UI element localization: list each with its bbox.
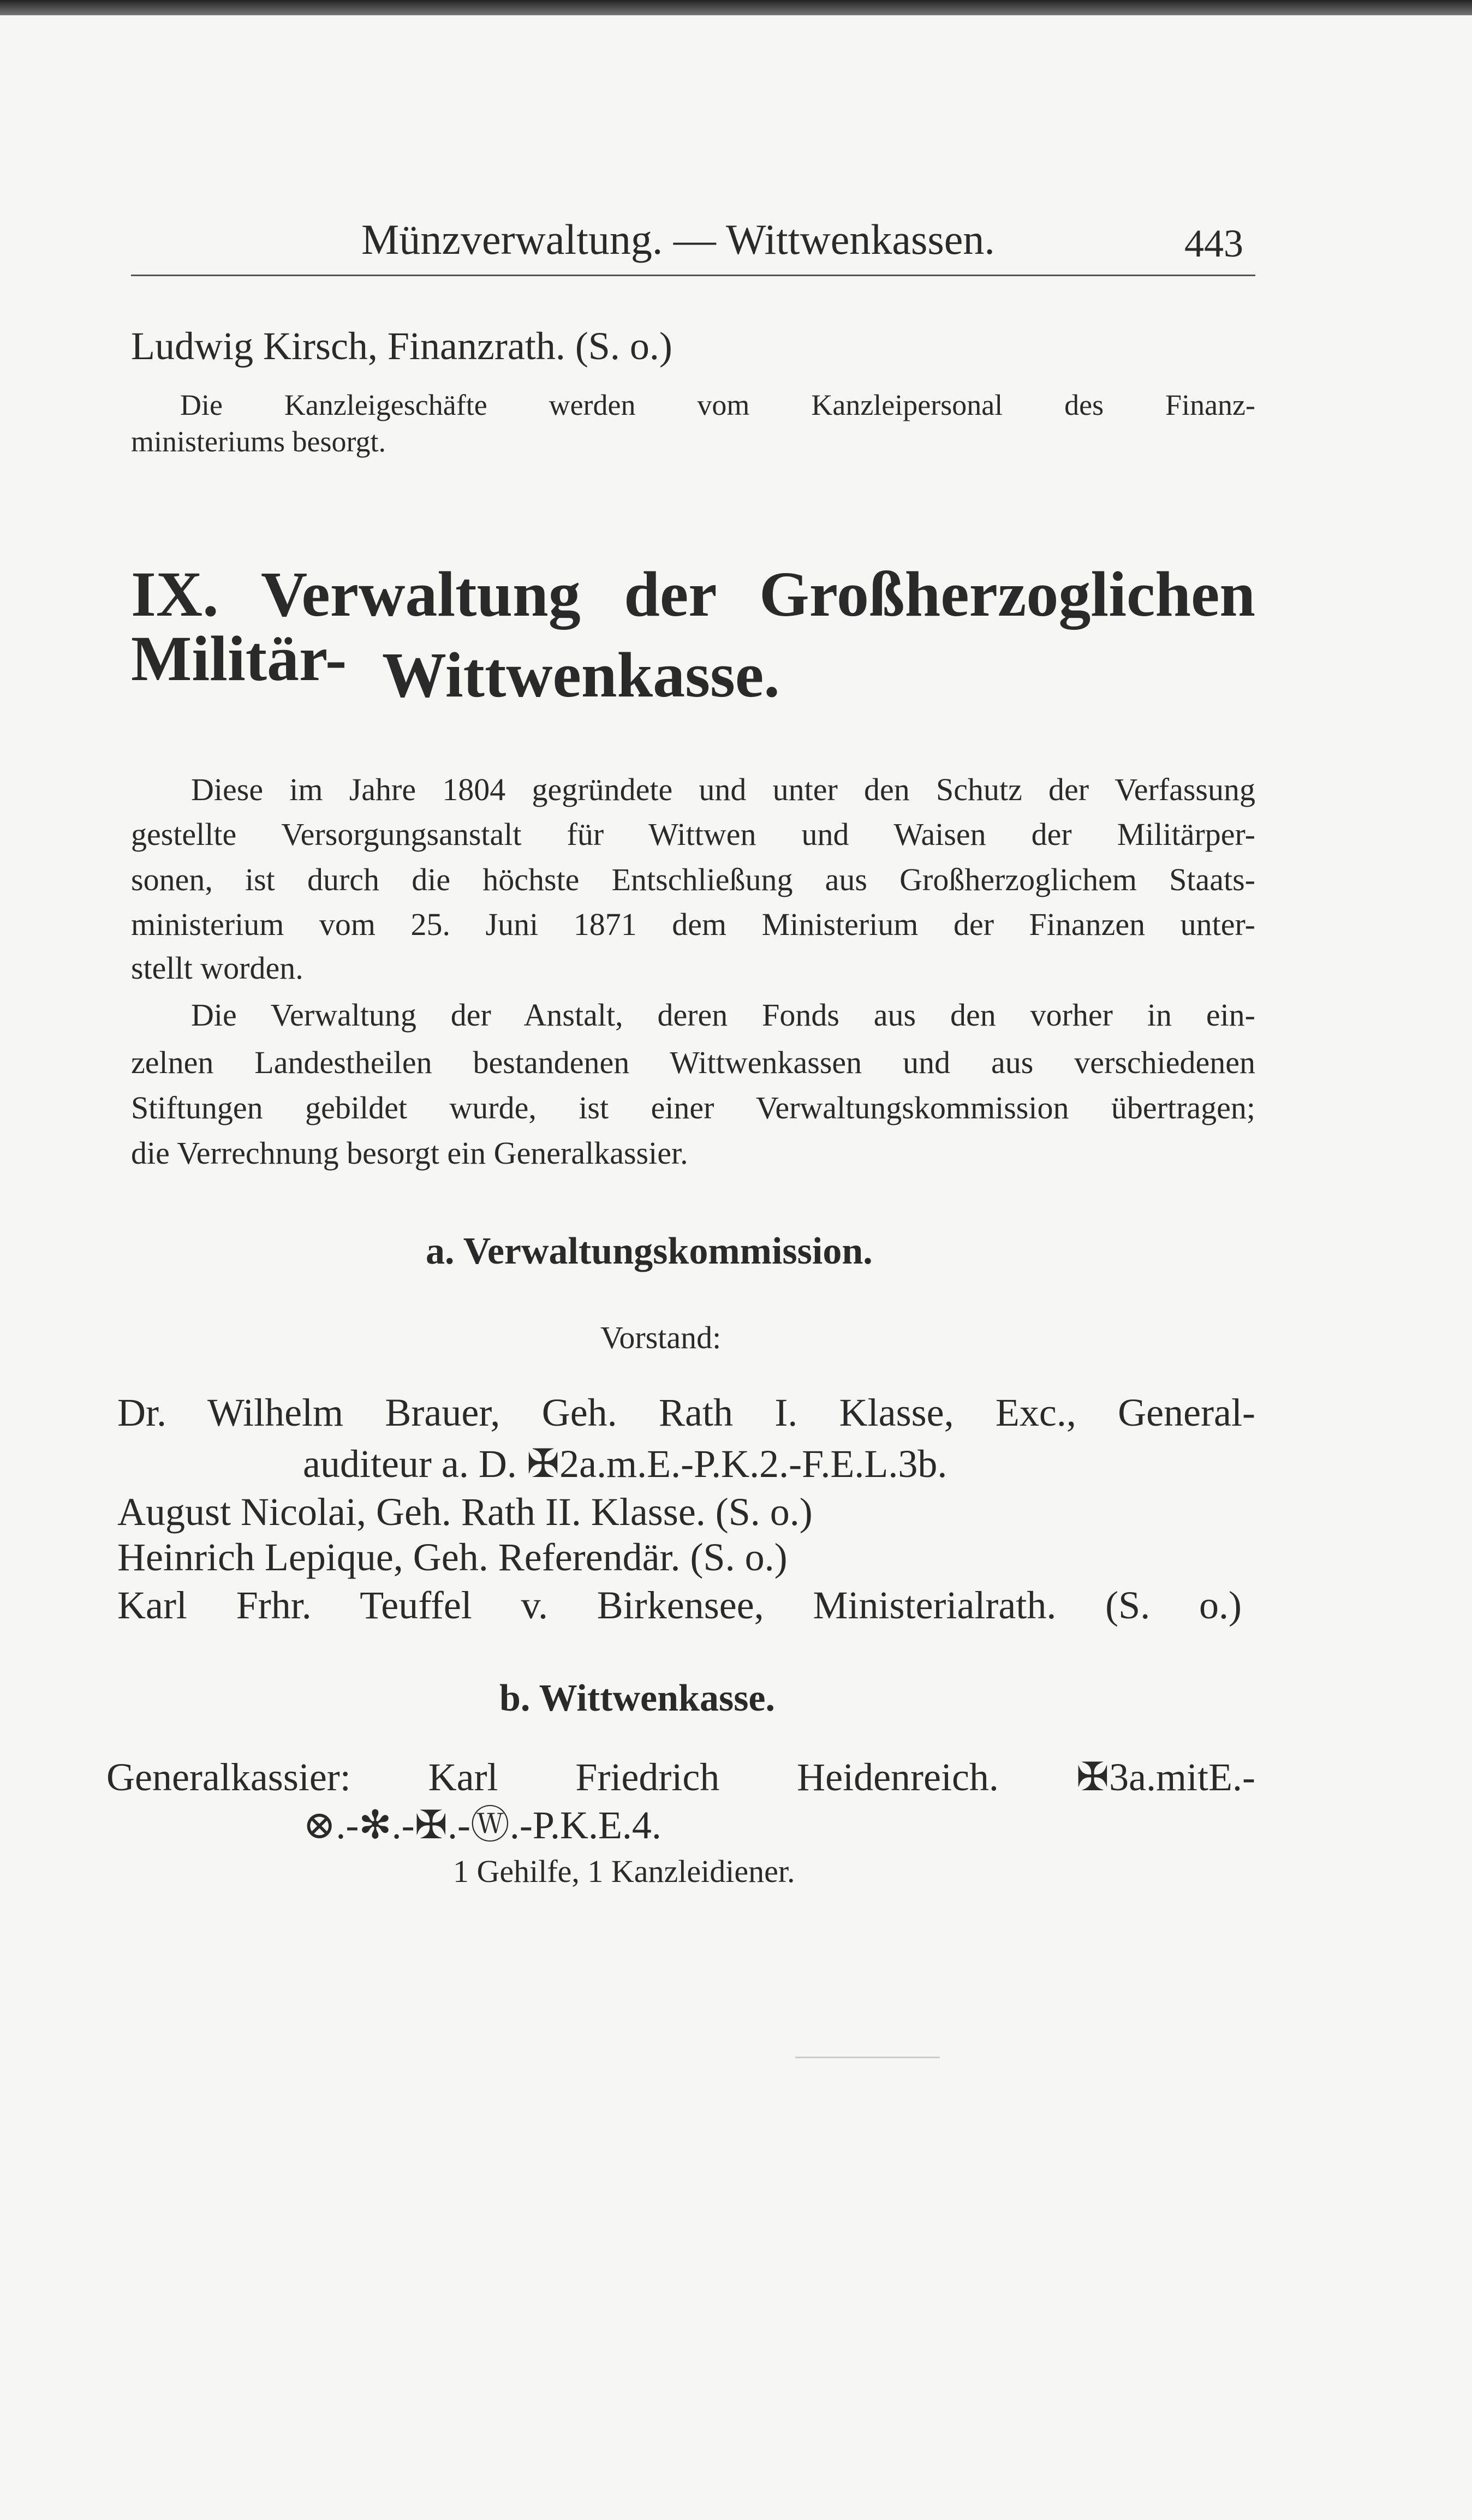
paragraph-line: Stiftungen gebildet wurde, ist einer Verwaltungskommission übertragen;: [131, 1090, 1255, 1125]
paragraph-line: Die Verwaltung der Anstalt, deren Fonds aus den vorher in ein-: [191, 997, 1255, 1033]
paragraph-line: die Verrechnung besorgt ein Generalkassier.: [131, 1135, 688, 1171]
paragraph-line: zelnen Landestheilen bestandenen Wittwenkassen und aus verschiedenen: [131, 1045, 1255, 1080]
member-line: Dr. Wilhelm Brauer, Geh. Rath I. Klasse, Exc., General-: [117, 1391, 1255, 1434]
note-line: Die Kanzleigeschäfte werden vom Kanzleipersonal des Finanz-: [180, 389, 1255, 421]
scan-edge: [0, 0, 1472, 15]
member-line: Heinrich Lepique, Geh. Referendär. (S. o.): [117, 1535, 788, 1579]
kassier-line: ⊗.-✻.-✠.-Ⓦ.-P.K.E.4.: [303, 1803, 661, 1847]
subsection-b-heading: b. Wittwenkasse.: [499, 1677, 776, 1719]
member-line: Karl Frhr. Teuffel v. Birkensee, Ministerialrath. (S. o.): [117, 1583, 1242, 1627]
paragraph-line: ministerium vom 25. Juni 1871 dem Ministerium der Finanzen unter-: [131, 907, 1255, 942]
running-title: Münzverwaltung. — Wittwenkassen.: [361, 216, 995, 263]
paragraph-line: sonen, ist durch die höchste Entschließung aus Großherzoglichem Staats-: [131, 862, 1255, 897]
page-number: 443: [1184, 222, 1243, 265]
section-title: IX. Verwaltung der Großherzoglichen Militär-: [131, 558, 1255, 694]
note-line: ministeriums besorgt.: [131, 425, 386, 458]
vorstand-label: Vorstand:: [600, 1320, 722, 1355]
header-rule: [131, 275, 1255, 276]
member-line: August Nicolai, Geh. Rath II. Klasse. (S. o.): [117, 1490, 813, 1534]
paragraph-line: Diese im Jahre 1804 gegründete und unter den Schutz der Verfassung: [191, 772, 1255, 807]
faint-rule: [795, 2057, 940, 2058]
staff-line: 1 Gehilfe, 1 Kanzleidiener.: [453, 1854, 795, 1889]
carryover-person: Ludwig Kirsch, Finanzrath. (S. o.): [131, 324, 672, 368]
subsection-a-heading: a. Verwaltungskommission.: [426, 1230, 873, 1272]
member-line: auditeur a. D. ✠2a.m.E.-P.K.2.-F.E.L.3b.: [303, 1442, 947, 1486]
paragraph-line: stellt worden.: [131, 950, 303, 986]
paragraph-line: gestellte Versorgungsanstalt für Wittwen und Waisen der Militärper-: [131, 817, 1255, 852]
section-title: Wittwenkasse.: [382, 639, 780, 711]
kassier-line: Generalkassier: Karl Friedrich Heidenreich. ✠3a.mitE.-: [106, 1755, 1255, 1799]
